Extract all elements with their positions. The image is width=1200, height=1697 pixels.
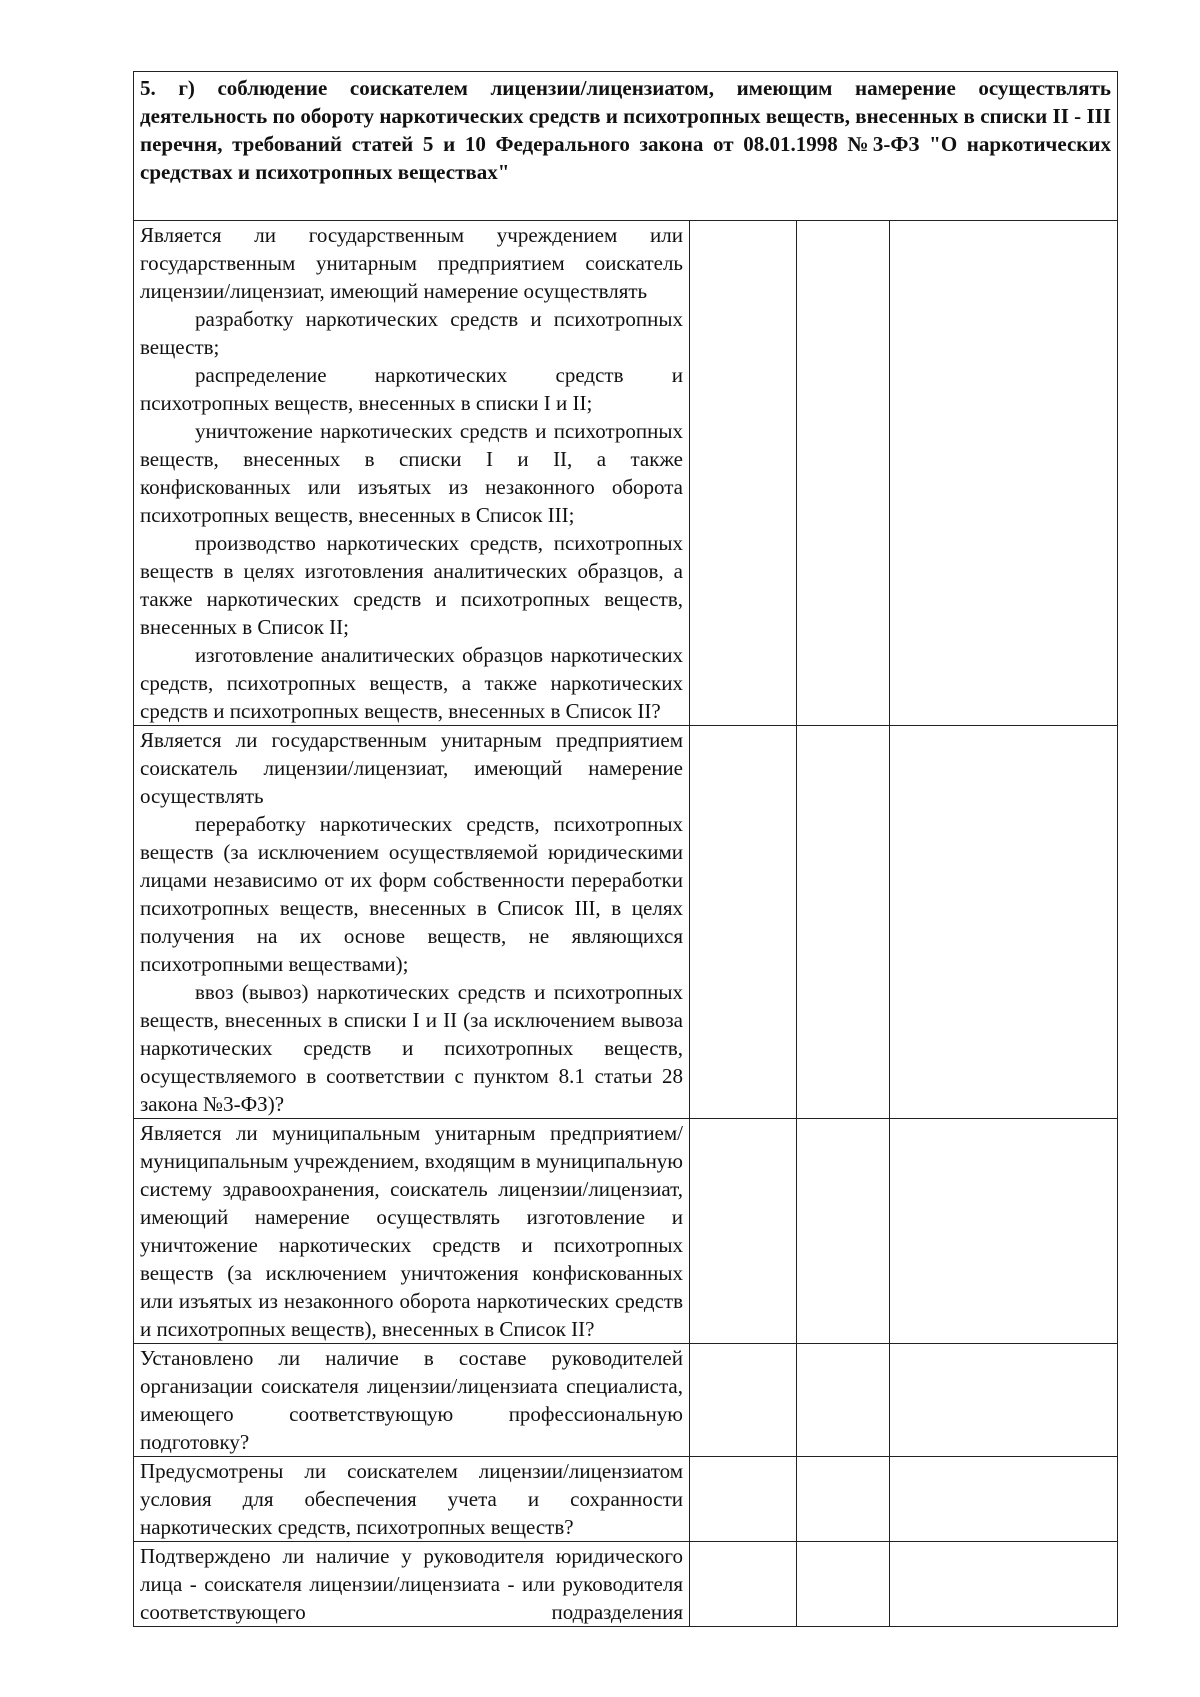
table-row <box>134 726 1118 1119</box>
table-row <box>134 1457 1118 1542</box>
checklist-table <box>133 71 1118 1627</box>
answer-cell-yes[interactable] <box>690 1344 797 1457</box>
question-item: уничтожение наркотических средств и психотропных веществ, внесенных в списки I и II, а также конфискованных или изъятых из незаконного оборота психотропных веществ, внесенных в Список III; <box>140 419 683 527</box>
question-cell <box>134 726 690 1119</box>
answer-cell-no[interactable] <box>797 1457 890 1542</box>
answer-cell-note[interactable] <box>890 221 1118 726</box>
answer-cell-yes[interactable] <box>690 726 797 1119</box>
question-cell <box>134 1344 690 1457</box>
question-item: производство наркотических средств, психотропных веществ в целях изготовления аналитических образцов, а также наркотических средств и психотропных веществ, внесенных в Список II; <box>140 531 683 639</box>
table-row <box>134 221 1118 726</box>
document-page <box>133 71 1117 1627</box>
answer-cell-no[interactable] <box>797 1119 890 1344</box>
answer-cell-no[interactable] <box>797 726 890 1119</box>
question-cell <box>134 221 690 726</box>
table-row <box>134 1344 1118 1457</box>
table-row <box>134 1119 1118 1344</box>
answer-cell-no[interactable] <box>797 1542 890 1627</box>
question-item: разработку наркотических средств и психотропных веществ; <box>140 307 683 359</box>
answer-cell-no[interactable] <box>797 1344 890 1457</box>
question-text: Является ли государственным унитарным предприятием соискатель лицензии/лицензиат, имеющий намерение осуществлять <box>140 728 683 808</box>
question-cell <box>134 1457 690 1542</box>
question-item: изготовление аналитических образцов наркотических средств, психотропных веществ, а также наркотических средств и психотропных веществ, внесенных в Список II? <box>140 643 683 723</box>
question-item: распределение наркотических средств и психотропных веществ, внесенных в списки I и II; <box>140 363 683 415</box>
table-row <box>134 1542 1118 1627</box>
answer-cell-note[interactable] <box>890 1457 1118 1542</box>
question-text: Является ли муниципальным унитарным предприятием/ муниципальным учреждением, входящим в муниципальную систему здравоохранения, соискатель лицензии/лицензиат, имеющий намерение осуществлять изготовление и уничтожение наркотических средств и психотропных веществ (за исключением уничтожения конфискованных или изъятых из незаконного оборота наркотических средств и психотропных веществ), внесенных в Список II? <box>140 1121 683 1341</box>
answer-cell-yes[interactable] <box>690 1119 797 1344</box>
question-cell <box>134 1119 690 1344</box>
answer-cell-no[interactable] <box>797 221 890 726</box>
question-item: переработку наркотических средств, психотропных веществ (за исключением осуществляемой юридическими лицами независимо от их форм собственности переработки психотропных веществ, внесенных в Список III, в целях получения на их основе веществ, не являющихся психотропными веществами); <box>140 812 683 976</box>
answer-cell-note[interactable] <box>890 1344 1118 1457</box>
question-text: Предусмотрены ли соискателем лицензии/лицензиатом условия для обеспечения учета и сохранности наркотических средств, психотропных веществ? <box>140 1459 683 1539</box>
answer-cell-note[interactable] <box>890 726 1118 1119</box>
question-text: Установлено ли наличие в составе руководителей организации соискателя лицензии/лицензиата специалиста, имеющего соответствующую профессиональную подготовку? <box>140 1346 683 1454</box>
answer-cell-yes[interactable] <box>690 221 797 726</box>
answer-cell-yes[interactable] <box>690 1542 797 1627</box>
question-text: Подтверждено ли наличие у руководителя юридического лица - соискателя лицензии/лицензиата - или руководителя соответствующего подразделения <box>140 1544 683 1624</box>
answer-cell-note[interactable] <box>890 1119 1118 1344</box>
section-header-row <box>134 72 1118 221</box>
answer-cell-note[interactable] <box>890 1542 1118 1627</box>
question-item: ввоз (вывоз) наркотических средств и психотропных веществ, внесенных в списки I и II (за исключением вывоза наркотических средств и психотропных веществ, осуществляемого в соответствии с пунктом 8.1 статьи 28 закона №3-ФЗ)? <box>140 980 683 1116</box>
question-text: Является ли государственным учреждением или государственным унитарным предприятием соискатель лицензии/лицензиат, имеющий намерение осуществлять <box>140 223 683 303</box>
answer-cell-yes[interactable] <box>690 1457 797 1542</box>
question-cell <box>134 1542 690 1627</box>
section-heading: 5. г) соблюдение соискателем лицензии/лицензиатом, имеющим намерение осуществлять деятельность по обороту наркотических средств и психотропных веществ, внесенных в списки II - III перечня, требований статей 5 и 10 Федерального закона от 08.01.1998 №3-ФЗ "О наркотических средствах и психотропных веществах" <box>134 72 1118 221</box>
